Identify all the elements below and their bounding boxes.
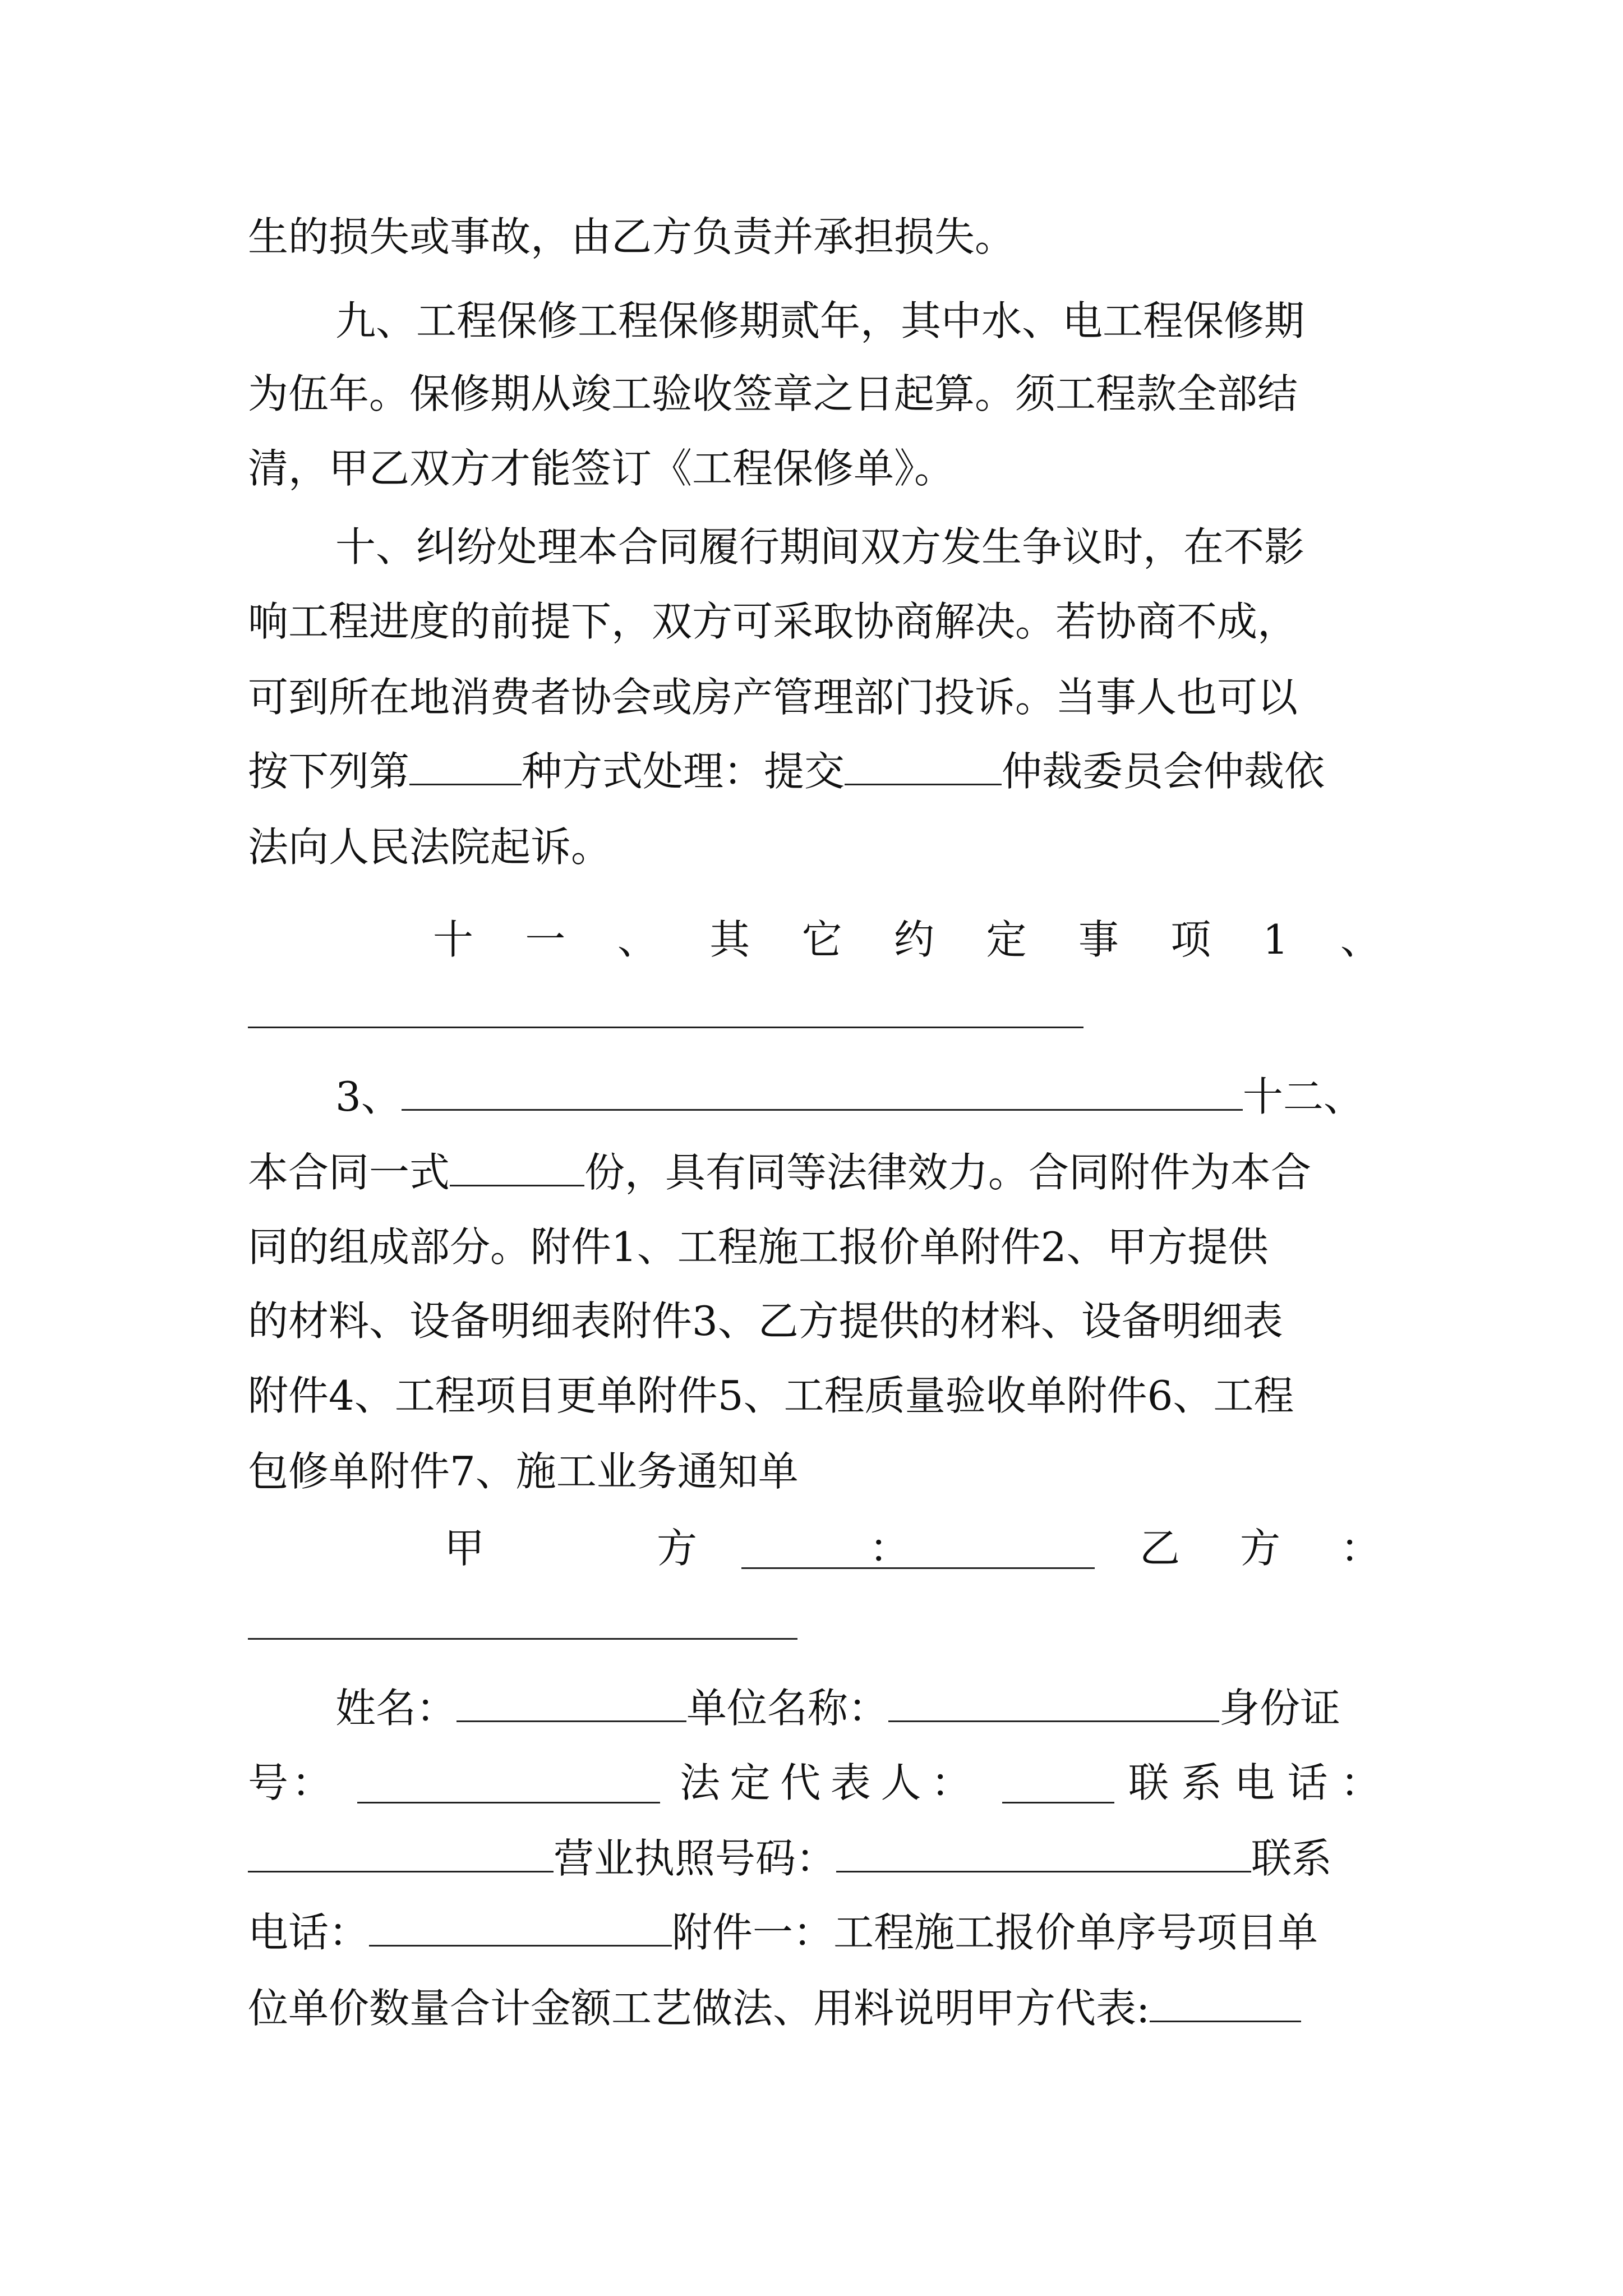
text-segment: 份，具有同等法律效力。合同附件为本合 [584, 1149, 1312, 1196]
char: ： [291, 1759, 332, 1806]
char: ： [1340, 1759, 1381, 1806]
text-line: 同的组成部分。附件1、工程施工报价单附件2、甲方提供 [248, 1223, 1269, 1271]
agreement-item-blank [248, 1027, 1083, 1028]
text-segment: 位单价数量合计金额工艺做法、用料说明甲方代表: [248, 1985, 1150, 2032]
text-segment: 仲裁委员会仲裁依 [1002, 748, 1325, 795]
text-line [248, 1980, 1381, 2036]
char: 方 [656, 1525, 697, 1572]
company-name-blank [888, 1681, 1219, 1722]
id-blank [357, 1802, 660, 1803]
char: 代 [780, 1759, 821, 1806]
party-info-line [248, 1680, 1381, 1736]
text-segment: 种方式处理：提交 [522, 748, 845, 795]
char: 定 [730, 1759, 771, 1806]
copies-count-blank [450, 1145, 584, 1186]
char: 表 [830, 1759, 871, 1806]
char: 、 [617, 916, 658, 963]
char: 它 [801, 916, 842, 963]
char: 事 [1078, 916, 1119, 963]
party-info-line [248, 1904, 1381, 1961]
char: 其 [709, 916, 750, 963]
char: 、 [1340, 916, 1381, 963]
business-license-blank [836, 1832, 1251, 1872]
text-line: 生的损失或事故，由乙方负责并承担损失。 [248, 213, 1016, 260]
phone-label-cont: 电话： [248, 1909, 370, 1956]
dispute-method-line [248, 743, 1381, 799]
char: 一 [525, 916, 566, 963]
char: 法 [680, 1759, 721, 1806]
text-line: 包修单附件7、施工业务通知单 [248, 1448, 799, 1495]
char: ： [869, 1525, 910, 1572]
contact-phone-blank [369, 1906, 672, 1947]
char: 方 [1239, 1525, 1280, 1572]
char: 约 [894, 916, 935, 963]
text-line: 可到所在地消费者协会或房产管理部门投诉。当事人也可以 [248, 674, 1298, 721]
legal-rep-blank [1002, 1802, 1114, 1803]
char: 项 [1170, 916, 1211, 963]
text-segment: 按下列第 [248, 748, 410, 795]
arbitration-committee-blank [845, 744, 1002, 785]
text-line: 清，甲乙双方才能签订《工程保修单》。 [248, 445, 955, 492]
id-label: 身份证 [1219, 1685, 1341, 1732]
text-line: 为伍年。保修期从竣工验收签章之日起算。须工程款全部结 [248, 370, 1298, 417]
char: 甲 [444, 1525, 485, 1572]
legal-rep-label [680, 1755, 971, 1811]
name-blank [457, 1681, 686, 1722]
id-label-cont [248, 1755, 332, 1811]
clause-9-heading-line: 九、工程保修工程保修期贰年，其中水、电工程保修期 [335, 297, 1305, 344]
text-line: 的材料、设备明细表附件3、乙方提供的材料、设备明细表 [248, 1297, 1283, 1345]
char: 人 [880, 1759, 921, 1806]
party-info-line [248, 1755, 1381, 1811]
text-segment: 附件一：工程施工报价单序号项目单 [672, 1909, 1318, 1956]
name-label: 姓名： [335, 1685, 457, 1732]
text-segment: 十二、 [1242, 1073, 1364, 1120]
copies-line [248, 1144, 1381, 1200]
party-a-blank [741, 1567, 1095, 1569]
char: 话 [1287, 1759, 1328, 1806]
method-number-blank [409, 744, 522, 785]
char: 定 [986, 916, 1027, 963]
char: ： [1340, 1525, 1381, 1572]
clause-10-heading-line: 十、纠纷处理本合同履行期间双方发生争议时，在不影 [335, 523, 1305, 570]
item-3-blank [402, 1070, 1243, 1111]
char: 乙 [1140, 1525, 1181, 1572]
char: 1 [1262, 916, 1289, 963]
company-name-label: 单位名称： [686, 1685, 889, 1732]
phone-blank [248, 1832, 554, 1872]
business-license-label: 营业执照号码： [554, 1835, 837, 1882]
party-info-line [248, 1830, 1381, 1887]
item-3-line [248, 1069, 1381, 1125]
char: 系 [1181, 1759, 1222, 1806]
party-b-label [1140, 1520, 1381, 1576]
char: 电 [1234, 1759, 1275, 1806]
text-segment: 本合同一式 [248, 1149, 450, 1196]
text-line: 附件4、工程项目更单附件5、工程质量验收单附件6、工程 [248, 1372, 1294, 1419]
party-a-rep-blank [1150, 1981, 1301, 2022]
text-segment: 3、 [335, 1073, 402, 1120]
contact-label: 联系 [1251, 1835, 1332, 1882]
char: 联 [1128, 1759, 1169, 1806]
text-line: 响工程进度的前提下，双方可采取协商解决。若协商不成， [248, 598, 1298, 645]
char: 十 [433, 916, 474, 963]
char: 号 [248, 1759, 289, 1806]
phone-label [1128, 1755, 1381, 1811]
party-b-blank [248, 1638, 797, 1640]
clause-11-heading-line [248, 912, 1381, 968]
signature-parties-line [248, 1520, 1381, 1576]
text-line: 法向人民法院起诉。 [248, 823, 612, 871]
char: ： [930, 1759, 971, 1806]
